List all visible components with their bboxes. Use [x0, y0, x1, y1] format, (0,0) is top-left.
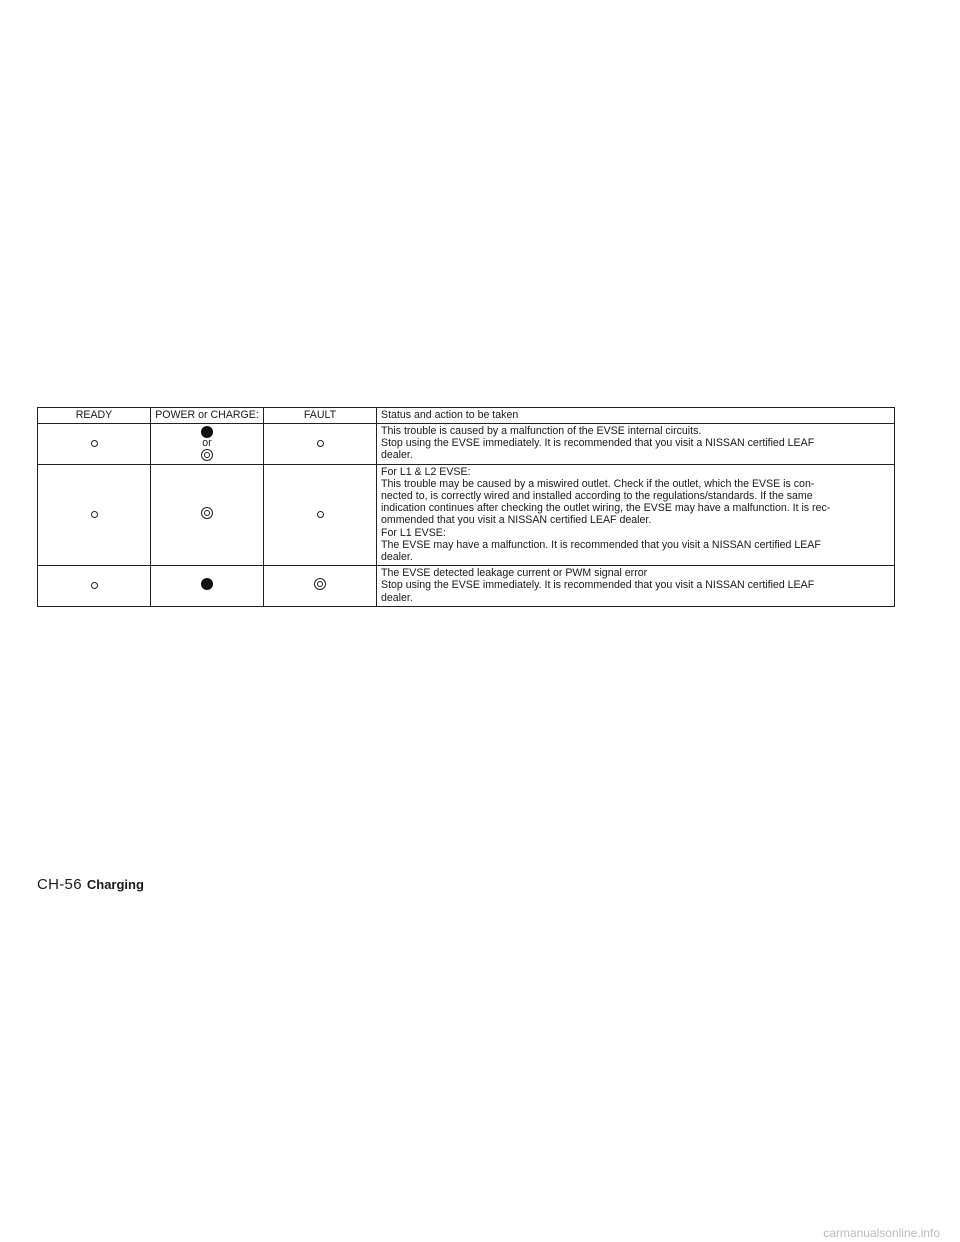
page-number: CH-56	[37, 876, 82, 893]
blinking-indicator-icon	[201, 507, 213, 519]
table-row	[38, 566, 895, 607]
blinking-indicator-icon	[314, 578, 326, 590]
page-footer	[37, 876, 144, 893]
status-text: For L1 & L2 EVSE: This trouble may be caused by a miswired outlet. Check if the outlet, which the EVSE is con- nected to, is correctly wired and installed according to the regulations/standards. If the same indication continues after checking the outlet wiring, the EVSE may have a malfunction. It is rec- ommended that you visit a NISSAN certified LEAF dealer. For L1 EVSE: The EVSE may have a malfunction. It is recommended that you visit a NISSAN certified LEAF dealer.	[377, 464, 895, 566]
section-title: Charging	[86, 877, 144, 892]
off-indicator-icon	[317, 440, 324, 447]
off-indicator-icon	[91, 582, 98, 589]
watermark: carmanualsonline.info	[823, 1226, 940, 1240]
or-label: or	[202, 437, 212, 450]
header-row	[38, 408, 895, 424]
status-text: This trouble is caused by a malfunction of the EVSE internal circuits. Stop using the EVSE immediately. It is recommended that you visit a NISSAN certified LEAF dealer.	[377, 424, 895, 465]
on-indicator-icon	[201, 578, 213, 590]
header-power-charge: POWER or CHARGE:	[151, 408, 264, 424]
table-row	[38, 464, 895, 566]
table-row	[38, 424, 895, 465]
header-ready: READY	[38, 408, 151, 424]
header-fault: FAULT	[264, 408, 377, 424]
status-text: The EVSE detected leakage current or PWM signal error Stop using the EVSE immediately. It is recommended that you visit a NISSAN certified LEAF dealer.	[377, 566, 895, 607]
off-indicator-icon	[91, 511, 98, 518]
off-indicator-icon	[317, 511, 324, 518]
status-table	[37, 407, 895, 607]
off-indicator-icon	[91, 440, 98, 447]
blinking-indicator-icon	[201, 449, 213, 461]
header-status-action: Status and action to be taken	[377, 408, 895, 424]
